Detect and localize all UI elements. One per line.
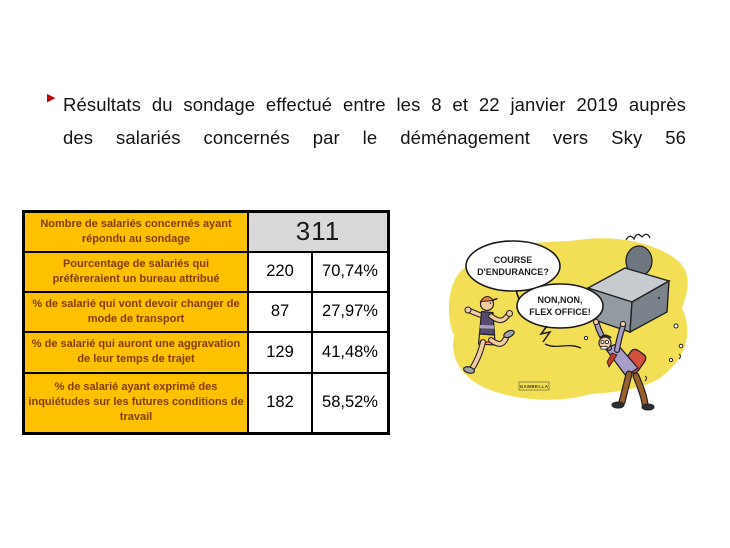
label-cell: % de salarié qui auront une aggravation de leur temps de trajet [24, 332, 249, 373]
table-row [24, 332, 389, 373]
table-row [24, 373, 389, 434]
carrier-bubble-line-2: FLEX OFFICE! [529, 307, 591, 317]
survey-table [22, 210, 390, 435]
title-line-2: des salariés concernés par le déménagement vers Sky 56 [63, 127, 686, 148]
label-cell: Nombre de salariés concernés ayant répondu au sondage [24, 212, 249, 252]
title-lines [63, 88, 686, 154]
label-cell: % de salarié qui vont devoir changer de mode de transport [24, 292, 249, 332]
table-row [24, 252, 389, 292]
runner-bubble-line-1: COURSE [493, 255, 533, 265]
slide-title [48, 88, 686, 154]
percent-cell: 27,97% [312, 292, 389, 332]
bullet-triangle-icon: ▶ [47, 92, 56, 104]
title-line-1: Résultats du sondage effectué entre les 8 et 22 janvier 2019 auprès [63, 94, 686, 115]
table-row [24, 292, 389, 332]
total-respondents-cell: 311 [248, 212, 389, 252]
percent-cell: 41,48% [312, 332, 389, 373]
count-cell: 87 [248, 292, 312, 332]
percent-cell: 58,52% [312, 373, 389, 434]
label-cell: Pourcentage de salariés qui préfèreraient un bureau attribué [24, 252, 249, 292]
count-cell: 182 [248, 373, 312, 434]
label-cell: % de salarié ayant exprimé des inquiétudes sur les futures conditions de travail [24, 373, 249, 434]
count-cell: 220 [248, 252, 312, 292]
table-row-total [24, 212, 389, 252]
carrier-bubble-line-1: NON,NON, [537, 295, 583, 305]
cartoon-illustration [433, 226, 715, 418]
percent-cell: 70,74% [312, 252, 389, 292]
artist-signature-text: GAMBELLA [519, 384, 549, 390]
runner-bubble-line-2: D'ENDURANCE? [477, 267, 549, 277]
count-cell: 129 [248, 332, 312, 373]
